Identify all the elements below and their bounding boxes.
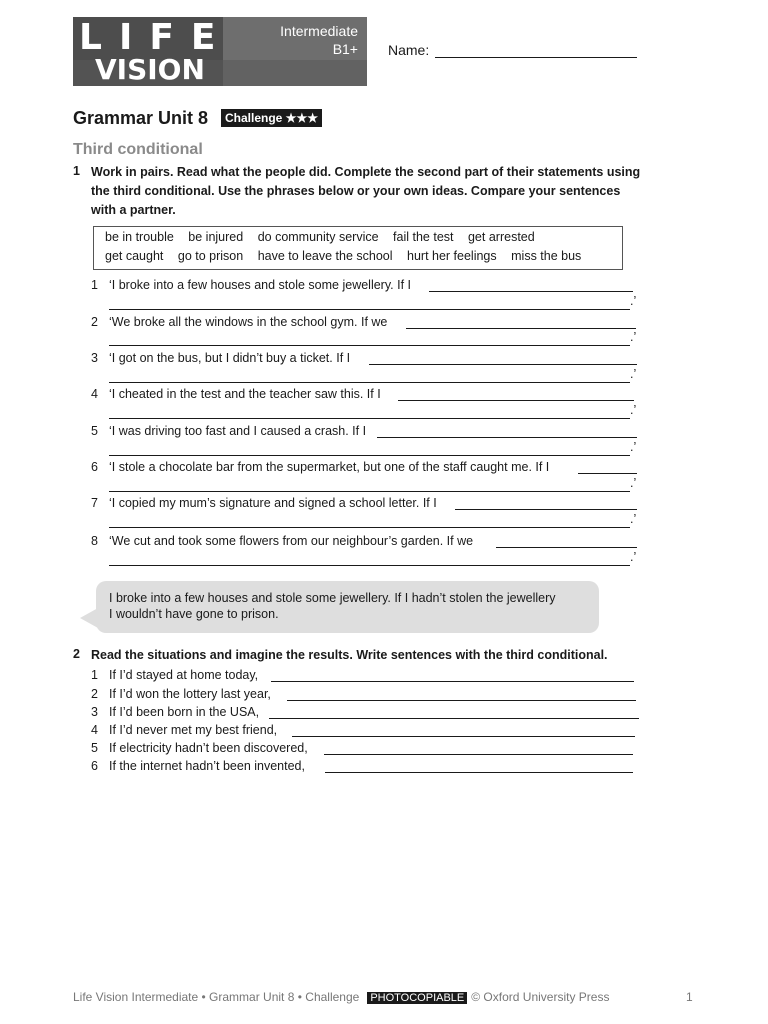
item-text: ‘I stole a chocolate bar from the supermarket, but one of the staff caught me. If I (109, 460, 550, 474)
item-text: If I’d been born in the USA, (109, 705, 260, 719)
answer-line[interactable] (496, 547, 637, 548)
answer-line[interactable] (109, 565, 630, 566)
answer-line[interactable] (578, 473, 637, 474)
phrase: hurt her feelings (407, 249, 497, 263)
answer-line[interactable] (292, 736, 635, 737)
footer-left-text: Life Vision Intermediate • Grammar Unit 8 • Challenge (73, 990, 360, 1004)
phrase: have to leave the school (257, 249, 393, 263)
answer-line[interactable] (398, 400, 634, 401)
page-title: Grammar Unit 8 (73, 108, 209, 128)
line-end: .’ (630, 403, 637, 417)
item-number: 4 (91, 723, 98, 737)
answer-line[interactable] (455, 509, 637, 510)
level-line2: B1+ (332, 41, 358, 57)
item-number: 6 (91, 759, 98, 773)
challenge-badge: Challenge ★★★ (221, 109, 322, 127)
item-text: ‘I cheated in the test and the teacher saw this. If I (109, 387, 381, 401)
line-end: .’ (630, 512, 637, 526)
answer-line[interactable] (369, 364, 637, 365)
answer-line[interactable] (271, 681, 634, 682)
phrase: get caught (105, 249, 164, 263)
item-number: 4 (91, 387, 98, 401)
answer-line[interactable] (109, 491, 630, 492)
answer-line[interactable] (269, 718, 639, 719)
example-line: I wouldn’t have gone to prison. (109, 607, 279, 621)
exercise-1-number: 1 (73, 164, 80, 178)
photocopiable-badge: PHOTOCOPIABLE (365, 992, 467, 1004)
item-number: 8 (91, 534, 98, 548)
answer-line[interactable] (377, 437, 637, 438)
example-text (109, 590, 556, 622)
instruction-line: the third conditional. Use the phrases below or your own ideas. Compare your sentences (91, 184, 621, 198)
footer-copyright: © Oxford University Press (471, 990, 610, 1004)
answer-line[interactable] (109, 418, 630, 419)
line-end: .’ (630, 440, 637, 454)
exercise-2-instruction: Read the situations and imagine the results. Write sentences with the third conditional. (91, 648, 608, 662)
life-vision-logo (73, 17, 367, 86)
line-end: .’ (630, 294, 637, 308)
name-field-line[interactable] (435, 57, 637, 58)
answer-line[interactable] (109, 455, 630, 456)
section-title: Third conditional (73, 141, 203, 158)
page-number: 1 (686, 990, 693, 1004)
logo-text-life: LIFE (79, 17, 233, 58)
exercise-1-instruction (91, 163, 640, 220)
item-text: If electricity hadn’t been discovered, (109, 741, 308, 755)
phrase: get arrested (467, 230, 535, 244)
level-line1: Intermediate (280, 23, 358, 39)
item-number: 6 (91, 460, 98, 474)
phrase: do community service (257, 230, 379, 244)
item-number: 1 (91, 668, 98, 682)
item-text: If I’d never met my best friend, (109, 723, 278, 737)
instruction-line: Work in pairs. Read what the people did. Complete the second part of their statements using (91, 165, 641, 179)
line-end: .’ (630, 476, 637, 490)
level-label (280, 22, 358, 58)
item-number: 7 (91, 496, 98, 510)
item-text: If the internet hadn’t been invented, (109, 759, 305, 773)
item-number: 5 (91, 741, 98, 755)
exercise-2-number: 2 (73, 647, 80, 661)
instruction-line: with a partner. (91, 203, 176, 217)
phrase: be in trouble (105, 230, 174, 244)
line-end: .’ (630, 330, 637, 344)
item-text: ‘I got on the bus, but I didn’t buy a ticket. If I (109, 351, 351, 365)
item-text: If I’d stayed at home today, (109, 668, 259, 682)
line-end: .’ (630, 367, 637, 381)
item-number: 3 (91, 351, 98, 365)
item-text: ‘I was driving too fast and I caused a crash. If I (109, 424, 367, 438)
item-number: 2 (91, 315, 98, 329)
phrase-box (93, 226, 623, 270)
item-text: ‘I copied my mum’s signature and signed a school letter. If I (109, 496, 437, 510)
example-line: I broke into a few houses and stole some jewellery. If I hadn’t stolen the jewellery (109, 591, 556, 605)
answer-line[interactable] (325, 772, 633, 773)
answer-line[interactable] (109, 382, 630, 383)
answer-line[interactable] (109, 309, 630, 310)
line-end: .’ (630, 550, 637, 564)
item-number: 1 (91, 278, 98, 292)
answer-line[interactable] (429, 291, 633, 292)
footer (73, 990, 609, 1004)
item-text: ‘We cut and took some flowers from our neighbour’s garden. If we (109, 534, 474, 548)
answer-line[interactable] (324, 754, 633, 755)
phrase-row-2 (105, 249, 592, 263)
answer-line[interactable] (406, 328, 636, 329)
name-label: Name: (388, 42, 430, 58)
phrase: go to prison (177, 249, 244, 263)
answer-line[interactable] (287, 700, 636, 701)
phrase: miss the bus (511, 249, 582, 263)
item-text: ‘I broke into a few houses and stole some jewellery. If I (109, 278, 412, 292)
answer-line[interactable] (109, 345, 630, 346)
phrase: fail the test (393, 230, 454, 244)
item-number: 5 (91, 424, 98, 438)
item-number: 3 (91, 705, 98, 719)
item-text: If I’d won the lottery last year, (109, 687, 271, 701)
item-text: ‘We broke all the windows in the school gym. If we (109, 315, 388, 329)
logo-text-vision: VISION (95, 53, 205, 86)
item-number: 2 (91, 687, 98, 701)
example-speech-bubble (96, 581, 599, 633)
answer-line[interactable] (109, 527, 630, 528)
phrase: be injured (188, 230, 244, 244)
phrase-row-1 (105, 230, 546, 244)
